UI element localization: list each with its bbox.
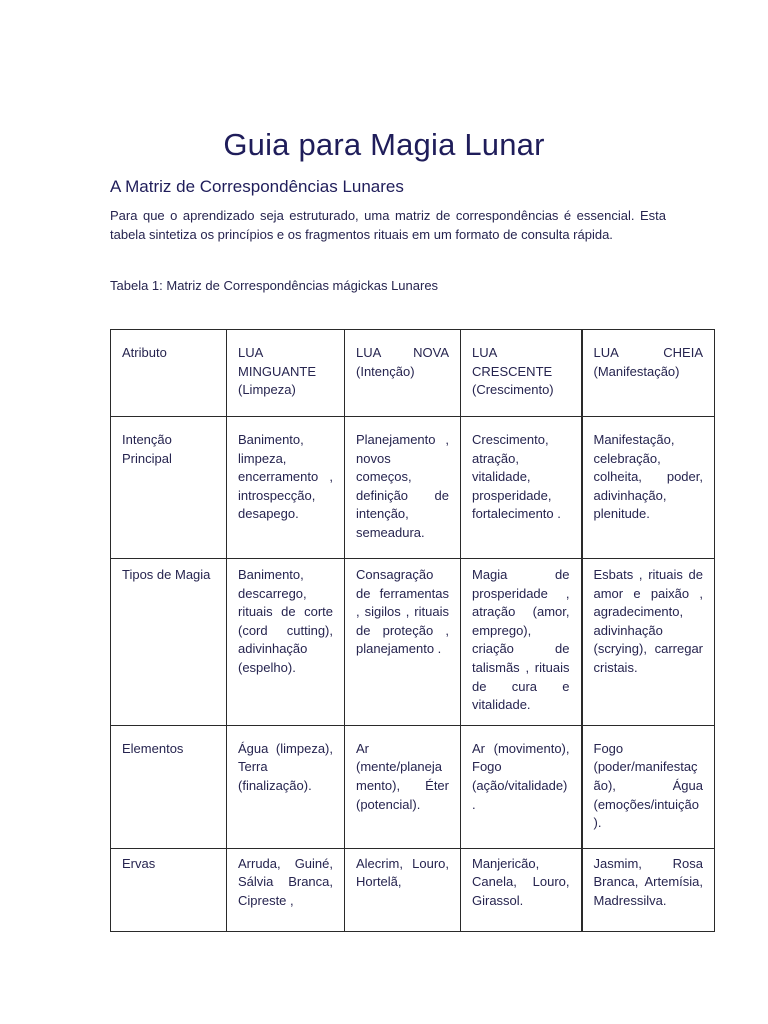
lunar-correspondence-table — [110, 329, 715, 932]
table-caption: Tabela 1: Matriz de Correspondências mágickas Lunares — [110, 278, 439, 293]
table-row — [111, 417, 715, 559]
table-cell: Jasmim, Rosa Branca, Artemísia, Madressilva. — [582, 848, 715, 931]
page-title: Guia para Magia Lunar — [223, 127, 545, 162]
row-label-cell: Elementos — [111, 725, 227, 848]
table-cell: Ar (mente/planejamento), Éter (potencial). — [345, 725, 461, 848]
row-label-cell: Tipos de Magia — [111, 559, 227, 726]
table-cell: Ar (movimento), Fogo (ação/vitalidade). — [461, 725, 582, 848]
table-cell: Banimento, descarrego, rituais de corte (cord cutting), adivinhação (espelho). — [227, 559, 345, 726]
row-label-cell: Ervas — [111, 848, 227, 931]
intro-paragraph: Para que o aprendizado seja estruturado, uma matriz de correspondências é essencial. Esta tabela sintetiza os princípios e os fragmentos rituais em um formato de consulta rápida. — [110, 208, 666, 242]
section-heading: A Matriz de Correspondências Lunares — [110, 177, 404, 196]
table-row — [111, 725, 715, 848]
header-cell-new-moon: LUA NOVA (Intenção) — [345, 330, 461, 417]
table-cell: Alecrim, Louro, Hortelã, — [345, 848, 461, 931]
table-cell: Fogo (poder/manifestação), Água (emoções/intuição). — [582, 725, 715, 848]
header-cell-full-moon: LUA CHEIA (Manifestação) — [582, 330, 715, 417]
table-row — [111, 848, 715, 931]
table-cell: Manjericão, Canela, Louro, Girassol. — [461, 848, 582, 931]
table-cell: Banimento, limpeza, encerramento , introspecção, desapego. — [227, 417, 345, 559]
table-cell: Crescimento, atração, vitalidade, prosperidade, fortalecimento . — [461, 417, 582, 559]
table-row — [111, 559, 715, 726]
table-cell: Magia de prosperidade , atração (amor, emprego), criação de talismãs , rituais de cura e vitalidade. — [461, 559, 582, 726]
header-cell-waning-moon: LUA MINGUANTE (Limpeza) — [227, 330, 345, 417]
table-cell: Planejamento , novos começos, definição de intenção, semeadura. — [345, 417, 461, 559]
table-cell: Consagração de ferramentas , sigilos , rituais de proteção , planejamento . — [345, 559, 461, 726]
table-cell: Arruda, Guiné, Sálvia Branca, Cipreste , — [227, 848, 345, 931]
table-cell: Manifestação, celebração, colheita, poder, adivinhação, plenitude. — [582, 417, 715, 559]
row-label-cell: Intenção Principal — [111, 417, 227, 559]
header-cell-attribute: Atributo — [111, 330, 227, 417]
table-cell: Água (limpeza), Terra (finalização). — [227, 725, 345, 848]
header-cell-waxing-moon: LUA CRESCENTE (Crescimento) — [461, 330, 582, 417]
table-cell: Esbats , rituais de amor e paixão , agradecimento, adivinhação (scrying), carregar cristais. — [582, 559, 715, 726]
table-header-row — [111, 330, 715, 417]
